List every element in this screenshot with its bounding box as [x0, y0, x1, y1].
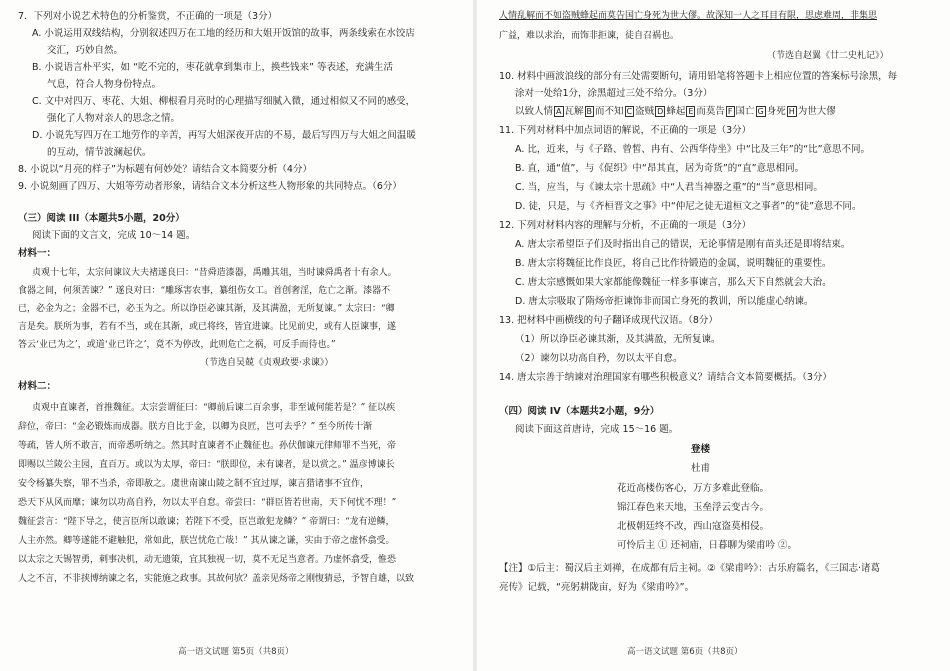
- material-1-line: 贞观十七年，太宗问谏议大夫褚遂良曰：“昔舜造漆器，禹雕其俎，当时谏舜禹者十有余人。: [32, 268, 397, 278]
- poem-title: 登楼: [691, 444, 711, 455]
- exam-page-5: [0, 0, 473, 671]
- material-2-line: 恐天下从风而靡；谏勿以功高自矜，勿以太平自怠。帝尝曰：“群臣皆若世南，天下何忧不理！”: [18, 498, 397, 508]
- q13-item-1: （1）所以诤臣必谏其渐，及其满盈，无所复谏。: [515, 334, 721, 345]
- q7-option-b: B. 小说语言朴平实，如 “吃不完的，枣花就拿到集市上，换些钱来” 等表述，充满生活: [32, 62, 393, 73]
- option-text: 身死: [766, 106, 786, 117]
- material-2-line: 魏征尝言：“陛下导之，使言臣所以敢谏；若陛下不受，臣岂敢犯龙鳞？” 帝谓曰：“龙有逆鳞，: [18, 517, 395, 527]
- material-1-line: 言是矣。朕所为事，若有不当，或在其渐，或已将终，皆宜进谏。比见前史，或有人臣谏事，遂: [18, 322, 397, 332]
- question-12: 12. 下列对材料内容的理解与分析，不正确的一项是（3分）: [499, 220, 752, 231]
- material-2-label: 材料二：: [18, 381, 57, 392]
- material-2-line: 等疏，皆人所不敢言，而帝悉听纳之。然其时直谏者不止魏征也。孙伏伽谏元律师罪不当死，帝: [18, 441, 397, 451]
- q7-option-d-cont: 的互动，情节波澜起伏。: [47, 147, 152, 158]
- q11-option-d: D. 徒，只是，与《齐桓晋文之事》中“仲尼之徒无道桓文之事者”的“徒”意思不同。: [515, 201, 862, 212]
- question-11: 11. 下列对材料中加点词语的解说，不正确的一项是（3分）: [499, 125, 752, 136]
- material-1-line: 食器之间，何须苦谏？” 遂良对曰：“雕琢害农事，纂组伤女工。首创奢淫，危亡之渐。漆器不: [18, 286, 391, 296]
- option-box-f[interactable]: F: [727, 107, 733, 116]
- material-2-continued: 广益，难以求治，而饰非拒谏，徒自召祸也。: [499, 31, 680, 41]
- q11-option-c: C. 当，应当，与《谏太宗十思疏》中“人君当神器之重”的“当”意思相同。: [515, 182, 823, 193]
- poem-line: 花近高楼伤客心，万方多难此登临。: [617, 483, 770, 494]
- option-box-g[interactable]: G: [757, 107, 764, 116]
- option-text: 盗贼: [635, 106, 655, 117]
- question-13: 13. 把材料中画横线的句子翻译成现代汉语。（8分）: [499, 315, 718, 326]
- material-2-line: 辞位，帝曰：“金必锻炼而成器。朕方自比于金，以卿为良匠，岂可去乎？” 至今所传十渐: [18, 422, 373, 432]
- section-instruction: 阅读下面的文言文，完成 10～14 题。: [32, 230, 196, 241]
- material-1-line: 已，必金为之；金器不已，必玉为之。所以诤臣必谏其渐，及其满盈，无所复谏。” 太宗曰：“卿: [18, 304, 395, 314]
- q7-option-a: A. 小说运用双线结构，分别叙述四万在工地的经历和大姐开饭馆的故事，两条线索在水饺店: [32, 28, 415, 39]
- question-7: 7．下列对小说艺术特色的分析鉴赏，不正确的一项是（3分）: [18, 11, 278, 22]
- poem-line: 可怜后主 ① 还祠庙，日暮聊为梁甫吟 ②。: [617, 540, 798, 551]
- material-2-continued: 人情乱解而不如盗贼蜂起而莫告国亡身死为世大僇。故深知一人之耳目有限，思虑难周，非集思: [499, 11, 878, 21]
- q12-option-c: C. 唐太宗感慨如果大家都能像魏征一样多事谏言，那么天下自然就会大治。: [515, 277, 832, 288]
- section-instruction: 阅读下面这首唐诗，完成 15～16 题。: [515, 424, 679, 435]
- poem-line: 锦江春色来天地，玉垒浮云变古今。: [617, 502, 770, 513]
- option-box-h[interactable]: H: [788, 107, 795, 116]
- question-10-options: [515, 105, 836, 118]
- question-9: 9. 小说刻画了四万、大姐等劳动者形象，请结合文本分析这些人物形象的共同特点。（6分）: [18, 181, 402, 192]
- material-2-source: （节选自赵翼《廿二史札记》）: [767, 51, 889, 61]
- material-2-line: 即赐以兰陵公主园，直百万。或以为太厚，帝曰：“朕即位，未有谏者，是以赏之。” 温彦博谏长: [18, 460, 395, 470]
- material-2-line: 贞观中直谏者，首推魏征。太宗尝谓征曰：“卿前后谏二百余事，非至诚何能若是？” 征以疾: [32, 403, 396, 413]
- section-heading-reading-3: （三）阅读 III（本题共5小题，20分）: [18, 213, 185, 224]
- option-box-b[interactable]: B: [586, 107, 593, 116]
- material-1-source: （节选自吴兢《贞观政要·求谏》）: [200, 358, 334, 368]
- q11-option-a: A. 比，近来，与《子路、曾皙、冉有、公西华侍坐》中“比及三年”的“比”意思不同。: [515, 144, 871, 155]
- question-14: 14. 唐太宗善于纳谏对治理国家有哪些积极意义？请结合文本简要概括。（3分）: [499, 372, 832, 383]
- poem-note: 【注】①后主：蜀汉后主刘禅，在成都有后主祠。②《梁甫吟》：古乐府篇名，《三国志·诸葛: [499, 563, 881, 574]
- option-box-a[interactable]: A: [556, 107, 562, 116]
- option-text: 而莫告: [696, 106, 725, 117]
- option-prefix: 以致人情: [515, 106, 554, 117]
- q7-option-b-cont: 气息，符合人物身份特点。: [47, 79, 162, 90]
- q7-option-c-cont: 强化了人物对亲人的思念之情。: [47, 113, 181, 124]
- material-1-line: 答云‘业已为之’，或道‘业已许之’，竟不为停改，此则危亡之祸，可反手而待也。”: [18, 340, 336, 350]
- question-10-cont: 涂对一处给1分，涂黑超过三处不给分。（3分）: [515, 88, 713, 99]
- q12-option-d: D. 唐太宗吸取了隋炀帝拒谏饰非而国亡身死的教训，所以能虚心纳谏。: [515, 296, 814, 307]
- option-text: 而不知: [595, 106, 624, 117]
- option-text: 蜂起: [666, 106, 686, 117]
- question-8: 8. 小说以“月亮的样子”为标题有何妙处？请结合文本简要分析（4分）: [18, 164, 312, 175]
- q7-option-c: C. 文中对四万、枣花、大姐、柳根看月亮时的心理描写细腻入微，通过相似又不同的感受，: [32, 96, 416, 107]
- option-box-d[interactable]: D: [657, 107, 664, 116]
- q13-item-2: （2）谏勿以功高自矜，勿以太平自怠。: [515, 353, 683, 364]
- option-box-e[interactable]: E: [688, 107, 694, 116]
- poem-line: 北极朝廷终不改，西山寇盗莫相侵。: [617, 521, 770, 532]
- poem-note-cont: 亮传》记载，“亮躬耕陇亩，好为《梁甫吟》”。: [499, 582, 695, 593]
- page-footer: 高一语文试题 第6页（共8页）: [627, 647, 743, 657]
- question-10: 10. 材料中画波浪线的部分有三处需要断句，请用铅笔将答题卡上相应位置的答案标号涂黑，每: [499, 71, 898, 82]
- q12-option-a: A. 唐太宗希望臣子们及时指出自己的错误，无论事情是刚有苗头还是即将结束。: [515, 239, 851, 250]
- option-box-c[interactable]: C: [626, 107, 633, 116]
- section-heading-reading-4: （四）阅读 IV（本题共2小题，9分）: [499, 406, 660, 417]
- q7-option-d: D. 小说先写四万在工地劳作的辛苦，再写大姐深夜开店的不易，最后写四万与大姐之间温暖: [32, 130, 416, 141]
- material-2-line: 安令杨纂失察，罪不当杀，帝即赦之。虞世南谏山陵之制不宜过厚，谏言猎诸事不宜作，: [18, 479, 370, 489]
- material-2-line: 以太宗之天锡智勇，刺事决机，动无遗策，宜其独视一切，莫不无足当意者。乃虚怀翕受，惟恐: [18, 555, 397, 565]
- option-text: 国亡: [735, 106, 755, 117]
- material-2-line: 人主亦然。卿等遂能不避触犯，常如此，朕岂忧危亡哉！” 其从谏之谦，实由于帝之虚怀翕受。: [18, 536, 395, 546]
- q11-option-b: B. 直，通“值”，与《促织》中“昂其直，居为奇货”的“直”意思相同。: [515, 163, 805, 174]
- exam-page-6: [477, 0, 950, 671]
- option-text: 瓦解: [564, 106, 584, 117]
- poem-author: 杜甫: [691, 463, 711, 474]
- q7-option-a-cont: 交汇，巧妙自然。: [47, 45, 124, 56]
- material-2-line: 人之不言，不非挟博纳谏之名，实能施之政事。其故何欤？盖亲见炀帝之刚愎猜忌，予智自雄，以致: [18, 574, 415, 584]
- page-footer: 高一语文试题 第5页（共8页）: [178, 647, 294, 657]
- material-1-label: 材料一：: [18, 248, 57, 259]
- option-text: 为世大僇: [797, 106, 836, 117]
- q12-option-b: B. 唐太宗将魏征比作良匠，将自己比作待锻造的金属，说明魏征的重要性。: [515, 258, 832, 269]
